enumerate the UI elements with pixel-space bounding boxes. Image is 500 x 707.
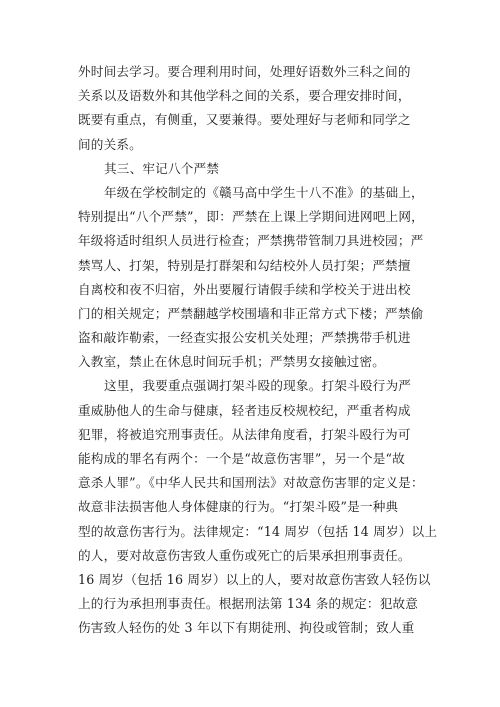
text-line: 门的相关规定；严禁翻越学校围墙和非正常方式下楼；严禁偷 [78,305,424,321]
text-line: 特别提出“八个严禁”，即：严禁在上课上学期间进网吧上网， [78,209,424,225]
text-line: 关系以及语数外和其他学科之间的关系，要合理安排时间， [78,88,411,104]
text-line: 盗和敲诈勒索，一经查实报公安机关处理；严禁携带手机进 [78,330,411,346]
text-line: 禁骂人、打架，特别是打群架和勾结校外人员打架；严禁擅 [78,257,411,273]
text-line: 外时间去学习。要合理利用时间，处理好语数外三科之间的 [78,64,411,79]
text-line: 16 周岁（包括 16 周岁）以上的人，要对故意伤害致人轻伤以 [78,571,431,587]
text-line: 入教室，禁止在休息时间玩手机；严禁男女接触过密。 [78,354,386,370]
document-body [78,60,438,641]
text-line: 的人，要对故意伤害致人重伤或死亡的后果承担刑事责任。 [78,547,411,563]
text-line: 上的行为承担刑事责任。根据刑法第 134 条的规定：犯故意 [78,596,419,612]
text-line: 年级在学校制定的《赣马高中学生十八不准》的基础上， [104,184,424,200]
text-line: 间的关系。 [78,136,142,152]
text-line: 这里，我要重点强调打架斗殴的现象。打架斗殴行为严 [104,378,412,394]
text-line: 犯罪，将被追究刑事责任。从法律角度看，打架斗殴行为可 [78,426,411,442]
text-line: 年级将适时组织人员进行检查；严禁携带管制刀具进校园；严 [78,233,424,249]
text-line: 自离校和夜不归宿，外出要履行请假手续和学校关于进出校 [78,281,411,297]
text-line: 型的故意伤害行为。法律规定：“14 周岁（包括 14 周岁）以上 [78,523,438,539]
text-line: 能构成的罪名有两个：一个是“故意伤害罪”，另一个是“故 [78,451,405,466]
text-line: 既要有重点，有侧重，又要兼得。要处理好与老师和同学之 [78,112,411,128]
text-line: 其三、牢记八个严禁 [104,160,220,176]
text-line: 重威胁他人的生命与健康，轻者违反校规校纪，严重者构成 [78,402,411,418]
text-line: 伤害致人轻伤的处 3 年以下有期徒刑、拘役或管制；致人重 [78,620,415,636]
text-line: 意杀人罪”。《中华人民共和国刑法》对故意伤害罪的定义是： [78,475,424,491]
text-line: 故意非法损害他人身体健康的行为。“打架斗殴”是一种典 [78,499,399,515]
